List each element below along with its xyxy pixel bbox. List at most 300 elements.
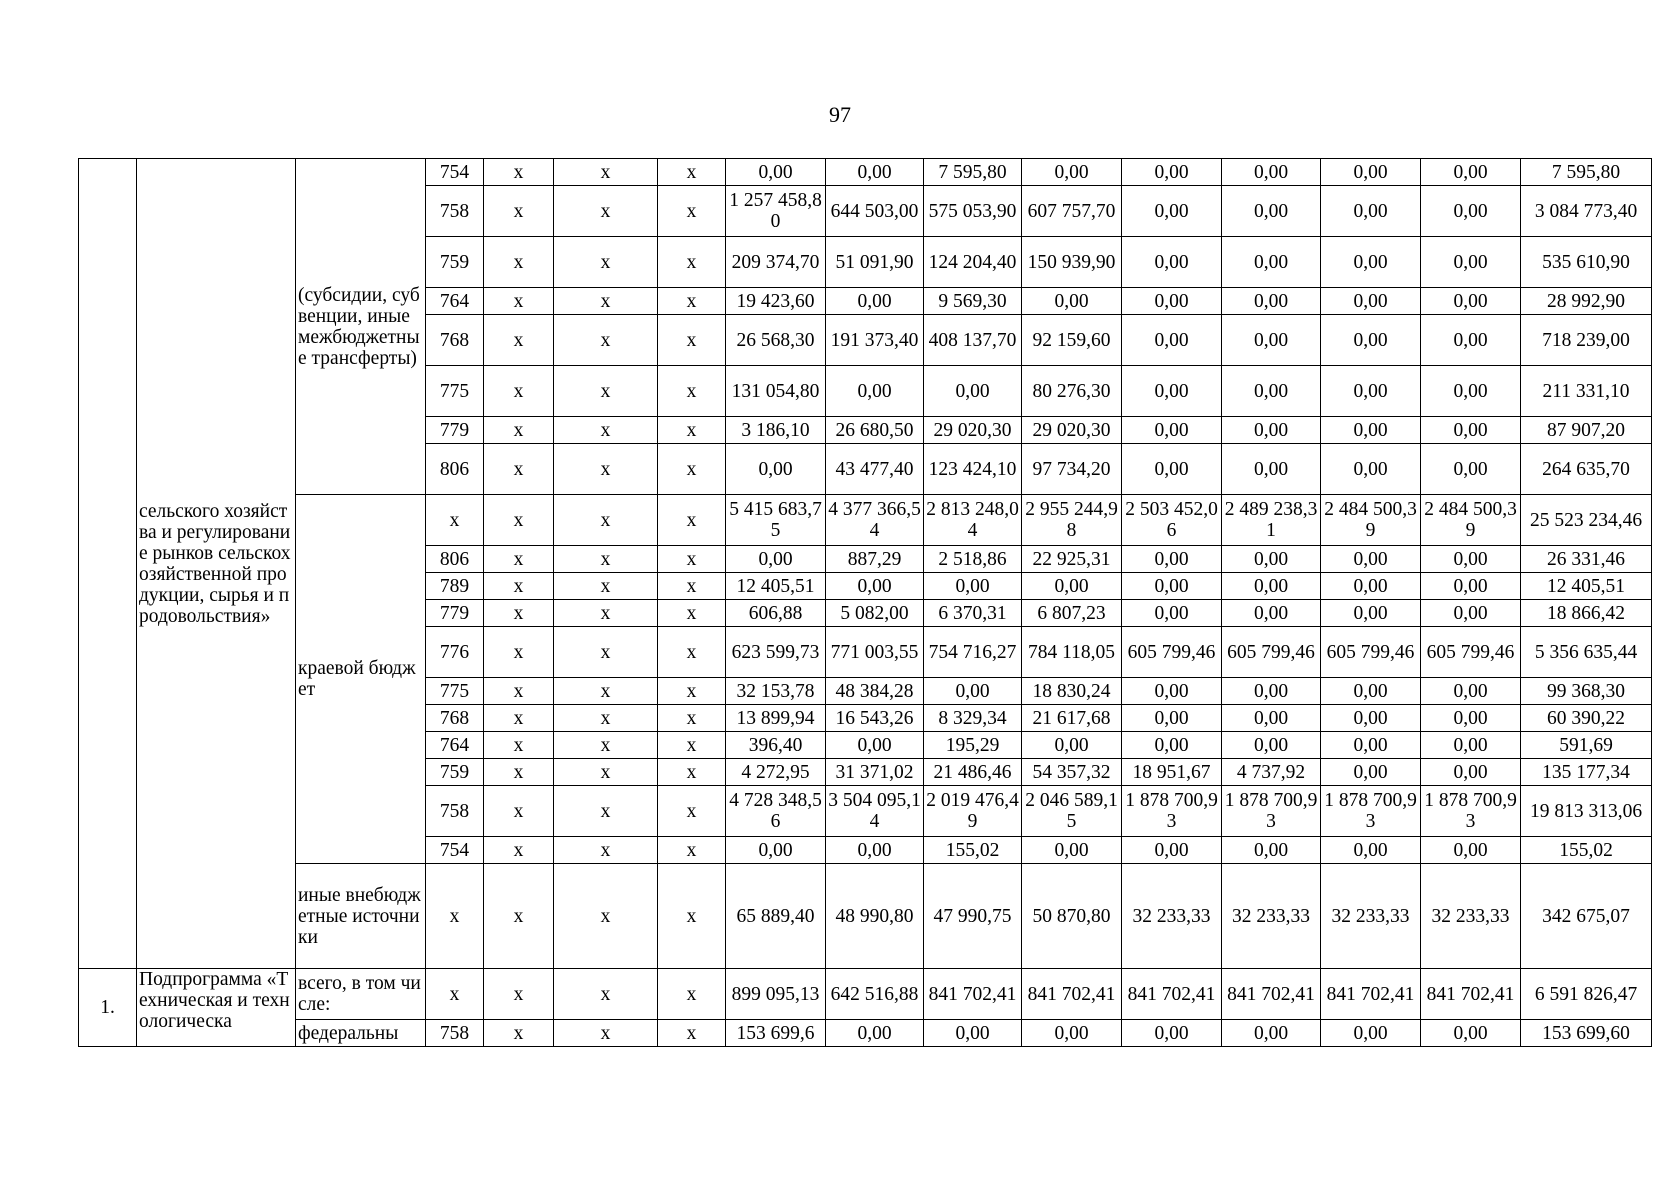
year-value-cell: 4 728 348,56 <box>726 786 826 837</box>
year-value-cell: 0,00 <box>1122 315 1222 366</box>
year-value-cell: 29 020,30 <box>924 417 1022 444</box>
total-value-cell: 26 331,46 <box>1521 546 1652 573</box>
year-value-cell: 13 899,94 <box>726 705 826 732</box>
code-cell: х <box>554 573 658 600</box>
code-cell: х <box>484 546 554 573</box>
year-value-cell: 623 599,73 <box>726 627 826 678</box>
year-value-cell: 2 019 476,49 <box>924 786 1022 837</box>
year-value-cell: 32 233,33 <box>1321 864 1421 969</box>
funding-source-offbudget-cell: иные внебюджетные источники <box>296 864 426 969</box>
code-cell: х <box>484 678 554 705</box>
year-value-cell: 47 990,75 <box>924 864 1022 969</box>
grbs-code-cell: 768 <box>426 705 484 732</box>
total-value-cell: 135 177,34 <box>1521 759 1652 786</box>
year-value-cell: 607 757,70 <box>1022 186 1122 237</box>
year-value-cell: 0,00 <box>1222 417 1321 444</box>
code-cell: х <box>554 600 658 627</box>
year-value-cell: 0,00 <box>1421 678 1521 705</box>
year-value-cell: 0,00 <box>1321 600 1421 627</box>
code-cell: х <box>484 627 554 678</box>
year-value-cell: 0,00 <box>1122 678 1222 705</box>
year-value-cell: 784 118,05 <box>1022 627 1122 678</box>
code-cell: х <box>658 237 726 288</box>
code-cell: х <box>554 969 658 1020</box>
subprogram-title-cell: Подпрограмма «Техническая и технологическа <box>137 969 296 1047</box>
total-value-cell: 12 405,51 <box>1521 573 1652 600</box>
year-value-cell: 0,00 <box>1321 705 1421 732</box>
year-value-cell: 2 489 238,31 <box>1222 495 1321 546</box>
year-value-cell: 644 503,00 <box>826 186 924 237</box>
year-value-cell: 0,00 <box>1321 546 1421 573</box>
year-value-cell: 0,00 <box>1122 705 1222 732</box>
code-cell: х <box>554 495 658 546</box>
code-cell: х <box>554 366 658 417</box>
year-value-cell: 0,00 <box>1421 759 1521 786</box>
year-value-cell: 1 257 458,80 <box>726 186 826 237</box>
year-value-cell: 0,00 <box>1421 159 1521 186</box>
year-value-cell: 0,00 <box>1421 315 1521 366</box>
grbs-code-cell: 754 <box>426 837 484 864</box>
year-value-cell: 0,00 <box>826 573 924 600</box>
year-value-cell: 26 680,50 <box>826 417 924 444</box>
year-value-cell: 3 186,10 <box>726 417 826 444</box>
grbs-code-cell: 806 <box>426 444 484 495</box>
year-value-cell: 97 734,20 <box>1022 444 1122 495</box>
code-cell: х <box>554 417 658 444</box>
table-row <box>79 969 1652 1020</box>
code-cell: х <box>658 705 726 732</box>
year-value-cell: 21 486,46 <box>924 759 1022 786</box>
year-value-cell: 0,00 <box>1122 366 1222 417</box>
year-value-cell: 408 137,70 <box>924 315 1022 366</box>
year-value-cell: 51 091,90 <box>826 237 924 288</box>
code-cell: х <box>658 678 726 705</box>
year-value-cell: 841 702,41 <box>924 969 1022 1020</box>
code-cell: х <box>484 315 554 366</box>
year-value-cell: 155,02 <box>924 837 1022 864</box>
year-value-cell: 6 370,31 <box>924 600 1022 627</box>
year-value-cell: 0,00 <box>1421 186 1521 237</box>
year-value-cell: 0,00 <box>826 837 924 864</box>
grbs-code-cell: х <box>426 864 484 969</box>
total-value-cell: 535 610,90 <box>1521 237 1652 288</box>
grbs-code-cell: 768 <box>426 315 484 366</box>
year-value-cell: 0,00 <box>1122 1020 1222 1047</box>
year-value-cell: 18 951,67 <box>1122 759 1222 786</box>
year-value-cell: 0,00 <box>1122 573 1222 600</box>
year-value-cell: 1 878 700,93 <box>1421 786 1521 837</box>
year-value-cell: 575 053,90 <box>924 186 1022 237</box>
total-value-cell: 264 635,70 <box>1521 444 1652 495</box>
year-value-cell: 0,00 <box>924 573 1022 600</box>
code-cell: х <box>658 159 726 186</box>
grbs-code-cell: х <box>426 969 484 1020</box>
year-value-cell: 0,00 <box>1421 546 1521 573</box>
code-cell: х <box>484 759 554 786</box>
code-cell: х <box>658 573 726 600</box>
total-value-cell: 19 813 313,06 <box>1521 786 1652 837</box>
year-value-cell: 1 878 700,93 <box>1122 786 1222 837</box>
year-value-cell: 2 518,86 <box>924 546 1022 573</box>
year-value-cell: 0,00 <box>1321 315 1421 366</box>
year-value-cell: 4 737,92 <box>1222 759 1321 786</box>
total-value-cell: 60 390,22 <box>1521 705 1652 732</box>
code-cell: х <box>484 600 554 627</box>
table-row <box>79 159 1652 186</box>
year-value-cell: 54 357,32 <box>1022 759 1122 786</box>
year-value-cell: 92 159,60 <box>1022 315 1122 366</box>
code-cell: х <box>484 495 554 546</box>
year-value-cell: 605 799,46 <box>1321 627 1421 678</box>
year-value-cell: 32 233,33 <box>1222 864 1321 969</box>
year-value-cell: 899 095,13 <box>726 969 826 1020</box>
year-value-cell: 841 702,41 <box>1421 969 1521 1020</box>
year-value-cell: 0,00 <box>1122 732 1222 759</box>
code-cell: х <box>484 159 554 186</box>
grbs-code-cell: 775 <box>426 366 484 417</box>
year-value-cell: 0,00 <box>1321 186 1421 237</box>
table-body <box>79 159 1652 1047</box>
total-value-cell: 7 595,80 <box>1521 159 1652 186</box>
code-cell: х <box>554 678 658 705</box>
code-cell: х <box>658 417 726 444</box>
year-value-cell: 0,00 <box>1122 288 1222 315</box>
year-value-cell: 2 484 500,39 <box>1421 495 1521 546</box>
year-value-cell: 0,00 <box>1022 1020 1122 1047</box>
year-value-cell: 2 503 452,06 <box>1122 495 1222 546</box>
year-value-cell: 0,00 <box>1321 732 1421 759</box>
grbs-code-cell: 758 <box>426 1020 484 1047</box>
code-cell: х <box>658 288 726 315</box>
year-value-cell: 195,29 <box>924 732 1022 759</box>
year-value-cell: 0,00 <box>1122 159 1222 186</box>
code-cell: х <box>554 627 658 678</box>
year-value-cell: 0,00 <box>1321 573 1421 600</box>
year-value-cell: 0,00 <box>1321 1020 1421 1047</box>
total-value-cell: 153 699,60 <box>1521 1020 1652 1047</box>
year-value-cell: 22 925,31 <box>1022 546 1122 573</box>
code-cell: х <box>554 705 658 732</box>
year-value-cell: 754 716,27 <box>924 627 1022 678</box>
year-value-cell: 0,00 <box>1421 366 1521 417</box>
year-value-cell: 124 204,40 <box>924 237 1022 288</box>
code-cell: х <box>658 315 726 366</box>
funding-source-federal-cell: (субсидии, субвенции, иные межбюджетные трансферты) <box>296 159 426 495</box>
grbs-code-cell: 759 <box>426 759 484 786</box>
funding-source-total-cell: всего, в том числе: <box>296 969 426 1020</box>
year-value-cell: 771 003,55 <box>826 627 924 678</box>
year-value-cell: 0,00 <box>1321 288 1421 315</box>
code-cell: х <box>554 864 658 969</box>
year-value-cell: 0,00 <box>726 159 826 186</box>
year-value-cell: 0,00 <box>1421 837 1521 864</box>
code-cell: х <box>484 732 554 759</box>
code-cell: х <box>658 837 726 864</box>
year-value-cell: 0,00 <box>1222 1020 1321 1047</box>
year-value-cell: 0,00 <box>1321 837 1421 864</box>
year-value-cell: 606,88 <box>726 600 826 627</box>
total-value-cell: 5 356 635,44 <box>1521 627 1652 678</box>
year-value-cell: 0,00 <box>1222 678 1321 705</box>
year-value-cell: 2 484 500,39 <box>1321 495 1421 546</box>
year-value-cell: 0,00 <box>1022 288 1122 315</box>
year-value-cell: 0,00 <box>1222 186 1321 237</box>
code-cell: х <box>484 969 554 1020</box>
year-value-cell: 0,00 <box>1222 444 1321 495</box>
code-cell: х <box>484 288 554 315</box>
year-value-cell: 605 799,46 <box>1222 627 1321 678</box>
year-value-cell: 150 939,90 <box>1022 237 1122 288</box>
year-value-cell: 0,00 <box>1321 444 1421 495</box>
total-value-cell: 155,02 <box>1521 837 1652 864</box>
year-value-cell: 0,00 <box>1222 159 1321 186</box>
year-value-cell: 0,00 <box>1122 237 1222 288</box>
grbs-code-cell: 779 <box>426 417 484 444</box>
year-value-cell: 0,00 <box>1222 573 1321 600</box>
number-cell-empty <box>79 159 137 969</box>
code-cell: х <box>658 969 726 1020</box>
year-value-cell: 0,00 <box>1421 288 1521 315</box>
subprogram-number-cell: 1. <box>79 969 137 1047</box>
year-value-cell: 0,00 <box>1421 444 1521 495</box>
year-value-cell: 0,00 <box>826 288 924 315</box>
year-value-cell: 841 702,41 <box>1122 969 1222 1020</box>
year-value-cell: 887,29 <box>826 546 924 573</box>
table-row <box>79 495 1652 546</box>
year-value-cell: 0,00 <box>826 366 924 417</box>
code-cell: х <box>658 444 726 495</box>
total-value-cell: 18 866,42 <box>1521 600 1652 627</box>
year-value-cell: 0,00 <box>1222 732 1321 759</box>
year-value-cell: 32 153,78 <box>726 678 826 705</box>
code-cell: х <box>554 186 658 237</box>
year-value-cell: 0,00 <box>1321 417 1421 444</box>
year-value-cell: 2 813 248,04 <box>924 495 1022 546</box>
year-value-cell: 0,00 <box>1222 288 1321 315</box>
year-value-cell: 0,00 <box>1421 705 1521 732</box>
grbs-code-cell: 758 <box>426 186 484 237</box>
year-value-cell: 26 568,30 <box>726 315 826 366</box>
grbs-code-cell: х <box>426 495 484 546</box>
code-cell: х <box>554 159 658 186</box>
year-value-cell: 0,00 <box>1222 600 1321 627</box>
code-cell: х <box>484 366 554 417</box>
code-cell: х <box>658 1020 726 1047</box>
year-value-cell: 642 516,88 <box>826 969 924 1020</box>
code-cell: х <box>554 444 658 495</box>
funding-source-federal-cell: федеральны <box>296 1020 426 1047</box>
total-value-cell: 28 992,90 <box>1521 288 1652 315</box>
total-value-cell: 99 368,30 <box>1521 678 1652 705</box>
code-cell: х <box>554 546 658 573</box>
code-cell: х <box>484 444 554 495</box>
code-cell: х <box>554 732 658 759</box>
year-value-cell: 0,00 <box>726 444 826 495</box>
year-value-cell: 32 233,33 <box>1122 864 1222 969</box>
table-row <box>79 1020 1652 1047</box>
year-value-cell: 0,00 <box>1421 417 1521 444</box>
grbs-code-cell: 775 <box>426 678 484 705</box>
year-value-cell: 31 371,02 <box>826 759 924 786</box>
year-value-cell: 1 878 700,93 <box>1321 786 1421 837</box>
year-value-cell: 2 955 244,98 <box>1022 495 1122 546</box>
year-value-cell: 0,00 <box>1321 678 1421 705</box>
code-cell: х <box>658 600 726 627</box>
year-value-cell: 0,00 <box>924 678 1022 705</box>
code-cell: х <box>554 759 658 786</box>
year-value-cell: 50 870,80 <box>1022 864 1122 969</box>
year-value-cell: 80 276,30 <box>1022 366 1122 417</box>
code-cell: х <box>484 864 554 969</box>
year-value-cell: 48 990,80 <box>826 864 924 969</box>
year-value-cell: 0,00 <box>826 1020 924 1047</box>
grbs-code-cell: 764 <box>426 288 484 315</box>
year-value-cell: 0,00 <box>826 732 924 759</box>
year-value-cell: 0,00 <box>924 366 1022 417</box>
code-cell: х <box>658 759 726 786</box>
code-cell: х <box>554 315 658 366</box>
year-value-cell: 0,00 <box>1122 417 1222 444</box>
total-value-cell: 211 331,10 <box>1521 366 1652 417</box>
year-value-cell: 19 423,60 <box>726 288 826 315</box>
year-value-cell: 841 702,41 <box>1321 969 1421 1020</box>
grbs-code-cell: 758 <box>426 786 484 837</box>
year-value-cell: 8 329,34 <box>924 705 1022 732</box>
total-value-cell: 718 239,00 <box>1521 315 1652 366</box>
code-cell: х <box>484 705 554 732</box>
year-value-cell: 7 595,80 <box>924 159 1022 186</box>
year-value-cell: 16 543,26 <box>826 705 924 732</box>
total-value-cell: 3 084 773,40 <box>1521 186 1652 237</box>
year-value-cell: 0,00 <box>1022 159 1122 186</box>
total-value-cell: 342 675,07 <box>1521 864 1652 969</box>
code-cell: х <box>658 186 726 237</box>
year-value-cell: 0,00 <box>1421 600 1521 627</box>
year-value-cell: 0,00 <box>1222 837 1321 864</box>
year-value-cell: 21 617,68 <box>1022 705 1122 732</box>
code-cell: х <box>658 732 726 759</box>
year-value-cell: 0,00 <box>1421 1020 1521 1047</box>
year-value-cell: 0,00 <box>1222 315 1321 366</box>
grbs-code-cell: 806 <box>426 546 484 573</box>
year-value-cell: 48 384,28 <box>826 678 924 705</box>
year-value-cell: 123 424,10 <box>924 444 1022 495</box>
year-value-cell: 0,00 <box>1122 546 1222 573</box>
code-cell: х <box>484 186 554 237</box>
code-cell: х <box>658 786 726 837</box>
year-value-cell: 153 699,6 <box>726 1020 826 1047</box>
year-value-cell: 1 878 700,93 <box>1222 786 1321 837</box>
year-value-cell: 0,00 <box>1321 759 1421 786</box>
code-cell: х <box>658 864 726 969</box>
budget-table <box>78 158 1652 1047</box>
code-cell: х <box>658 627 726 678</box>
grbs-code-cell: 759 <box>426 237 484 288</box>
code-cell: х <box>484 1020 554 1047</box>
total-value-cell: 591,69 <box>1521 732 1652 759</box>
code-cell: х <box>554 786 658 837</box>
year-value-cell: 4 377 366,54 <box>826 495 924 546</box>
year-value-cell: 131 054,80 <box>726 366 826 417</box>
code-cell: х <box>554 288 658 315</box>
code-cell: х <box>554 237 658 288</box>
year-value-cell: 2 046 589,15 <box>1022 786 1122 837</box>
year-value-cell: 5 082,00 <box>826 600 924 627</box>
year-value-cell: 0,00 <box>826 159 924 186</box>
year-value-cell: 841 702,41 <box>1022 969 1122 1020</box>
year-value-cell: 0,00 <box>1421 237 1521 288</box>
year-value-cell: 29 020,30 <box>1022 417 1122 444</box>
total-value-cell: 87 907,20 <box>1521 417 1652 444</box>
year-value-cell: 12 405,51 <box>726 573 826 600</box>
code-cell: х <box>554 1020 658 1047</box>
year-value-cell: 209 374,70 <box>726 237 826 288</box>
year-value-cell: 0,00 <box>1421 732 1521 759</box>
table-row <box>79 864 1652 969</box>
funding-source-regional-cell: краевой бюджет <box>296 495 426 864</box>
year-value-cell: 0,00 <box>1222 705 1321 732</box>
total-value-cell: 25 523 234,46 <box>1521 495 1652 546</box>
year-value-cell: 65 889,40 <box>726 864 826 969</box>
year-value-cell: 0,00 <box>1421 573 1521 600</box>
code-cell: х <box>484 237 554 288</box>
grbs-code-cell: 789 <box>426 573 484 600</box>
year-value-cell: 32 233,33 <box>1421 864 1521 969</box>
total-value-cell: 6 591 826,47 <box>1521 969 1652 1020</box>
grbs-code-cell: 776 <box>426 627 484 678</box>
year-value-cell: 5 415 683,75 <box>726 495 826 546</box>
year-value-cell: 0,00 <box>1321 237 1421 288</box>
year-value-cell: 191 373,40 <box>826 315 924 366</box>
year-value-cell: 605 799,46 <box>1122 627 1222 678</box>
code-cell: х <box>658 495 726 546</box>
year-value-cell: 0,00 <box>1122 444 1222 495</box>
year-value-cell: 0,00 <box>1122 186 1222 237</box>
year-value-cell: 0,00 <box>1022 837 1122 864</box>
year-value-cell: 0,00 <box>1022 573 1122 600</box>
year-value-cell: 0,00 <box>1321 159 1421 186</box>
code-cell: х <box>484 837 554 864</box>
year-value-cell: 0,00 <box>1222 366 1321 417</box>
year-value-cell: 0,00 <box>1122 837 1222 864</box>
year-value-cell: 0,00 <box>1122 600 1222 627</box>
year-value-cell: 0,00 <box>1222 237 1321 288</box>
year-value-cell: 4 272,95 <box>726 759 826 786</box>
year-value-cell: 841 702,41 <box>1222 969 1321 1020</box>
code-cell: х <box>658 546 726 573</box>
year-value-cell: 0,00 <box>1022 732 1122 759</box>
year-value-cell: 396,40 <box>726 732 826 759</box>
year-value-cell: 6 807,23 <box>1022 600 1122 627</box>
year-value-cell: 0,00 <box>1321 366 1421 417</box>
year-value-cell: 0,00 <box>726 546 826 573</box>
year-value-cell: 18 830,24 <box>1022 678 1122 705</box>
grbs-code-cell: 764 <box>426 732 484 759</box>
code-cell: х <box>554 837 658 864</box>
year-value-cell: 43 477,40 <box>826 444 924 495</box>
year-value-cell: 0,00 <box>726 837 826 864</box>
year-value-cell: 9 569,30 <box>924 288 1022 315</box>
code-cell: х <box>484 786 554 837</box>
year-value-cell: 0,00 <box>1222 546 1321 573</box>
page-number: 97 <box>829 102 851 127</box>
year-value-cell: 605 799,46 <box>1421 627 1521 678</box>
year-value-cell: 0,00 <box>924 1020 1022 1047</box>
code-cell: х <box>484 573 554 600</box>
program-description-cell: сельского хозяйства и регулирование рынков сельскохозяйственной продукции, сырья и продовольствия» <box>137 159 296 969</box>
year-value-cell: 3 504 095,14 <box>826 786 924 837</box>
code-cell: х <box>658 366 726 417</box>
